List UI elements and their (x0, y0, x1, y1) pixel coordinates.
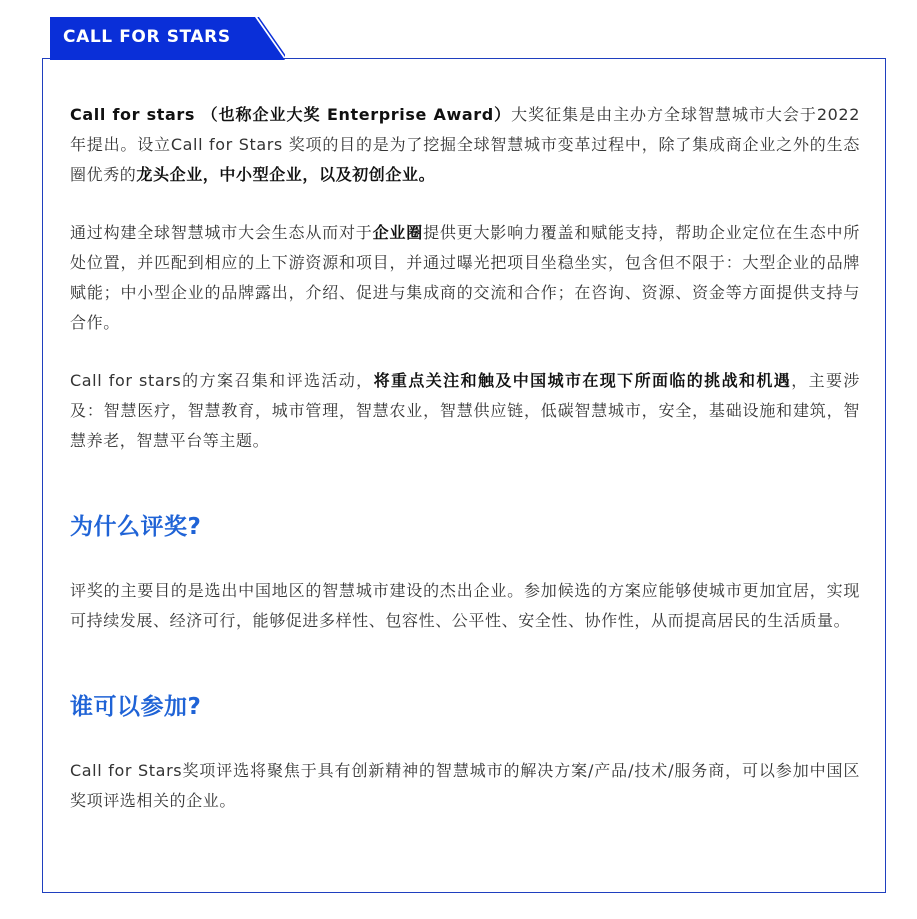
who-heading: 谁可以参加? (70, 694, 202, 720)
spacer (70, 338, 860, 366)
why-heading: 为什么评奖? (70, 514, 202, 540)
intro-paragraph-1 (70, 100, 860, 190)
spacer (70, 724, 860, 756)
intro-text-3a: Call for stars的方案召集和评选活动， (70, 371, 374, 390)
why-paragraph: 评奖的主要目的是选出中国地区的智慧城市建设的杰出企业。参加候选的方案应能够使城市更加宜居，实现可持续发展、经济可行，能够促进多样性、包容性、公平性、安全性、协作性，从而提高居民的生活质量。 (70, 581, 860, 630)
intro-text-1: 大奖征集是由主办方全球智慧城市大会于2022年提出。设立Call for Stars 奖项的目的是为了挖掘全球智慧城市变革过程中，除了集成商企业之外的生态圈优秀的 (70, 105, 860, 184)
tab-label: CALL FOR STARS (63, 27, 231, 47)
spacer (70, 456, 860, 510)
intro-text-2a: 通过构建全球智慧城市大会生态从而对于 (70, 223, 373, 242)
intro-bold-enterprise-circle: 企业圈 (372, 223, 424, 242)
spacer (70, 190, 860, 218)
article-body (70, 100, 860, 816)
spacer (70, 544, 860, 576)
intro-text-2b: 提供更大影响力覆盖和赋能支持，帮助企业定位在生态中所处位置，并匹配到相应的上下游资源和项目，并通过曝光把项目坐稳坐实，包含但不限于：大型企业的品牌赋能；中小型企业的品牌露出，介绍、促进与集成商的交流和合作；在咨询、资源、资金等方面提供支持与合作。 (70, 223, 860, 332)
intro-bold-enterprise-types: 龙头企业，中小型企业，以及初创企业。 (136, 165, 436, 184)
intro-bold-award-name: Call for stars （也称企业大奖 Enterprise Award） (70, 105, 512, 124)
intro-paragraph-3 (70, 366, 860, 456)
intro-bold-focus: 将重点关注和触及中国城市在现下所面临的挑战和机遇 (373, 371, 792, 390)
who-paragraph: Call for Stars奖项评选将聚焦于具有创新精神的智慧城市的解决方案/产品/技术/服务商，可以参加中国区奖项评选相关的企业。 (70, 761, 860, 810)
intro-paragraph-2 (70, 218, 860, 338)
spacer (70, 636, 860, 690)
section-tab (50, 17, 285, 60)
intro-text-3b: ，主要涉及：智慧医疗，智慧教育，城市管理，智慧农业，智慧供应链，低碳智慧城市，安全，基础设施和建筑，智慧养老，智慧平台等主题。 (70, 371, 860, 450)
